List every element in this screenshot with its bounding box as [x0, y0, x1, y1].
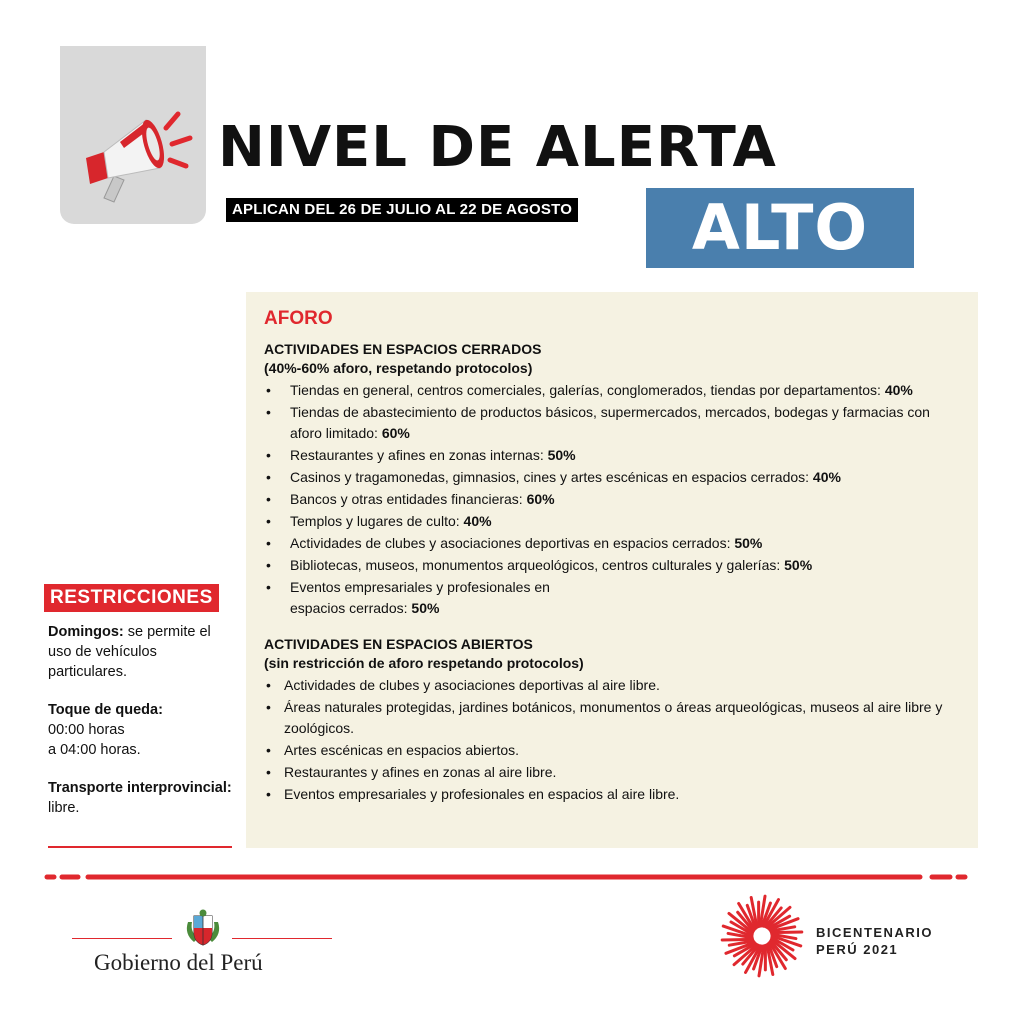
gobierno-logo [72, 906, 334, 976]
megaphone-icon [74, 106, 194, 206]
closed-spaces-section [264, 340, 958, 619]
footer-divider [44, 874, 968, 880]
list-item: • Áreas naturales protegidas, jardines botánicos, monumentos o áreas arqueológicas, museos al aire libre y zoológicos. [264, 697, 958, 739]
restrictions-title: RESTRICCIONES [44, 584, 219, 612]
bicentenario-line2: PERÚ 2021 [816, 942, 899, 957]
list-item: • Eventos empresariales y profesionales en espacios al aire libre. [264, 784, 958, 805]
open-spaces-subheading: (sin restricción de aforo respetando protocolos) [264, 655, 584, 671]
restrictions-underline [48, 846, 232, 848]
list-item: • Tiendas de abastecimiento de productos básicos, supermercados, mercados, bodegas y farmacias con aforo limitado: 60% [264, 402, 958, 444]
list-item: • Templos y lugares de culto: 40% [264, 511, 958, 532]
list-item: • Bibliotecas, museos, monumentos arqueológicos, centros culturales y galerías: 50% [264, 555, 958, 576]
open-spaces-list [264, 675, 958, 805]
open-spaces-section [264, 635, 958, 805]
logo-rule-left [72, 938, 172, 939]
peru-coat-of-arms-icon [184, 908, 222, 948]
closed-spaces-heading: ACTIVIDADES EN ESPACIOS CERRADOS [264, 341, 542, 357]
alert-level-badge: ALTO [646, 188, 914, 268]
bicentenario-logo [720, 894, 960, 978]
page-title: NIVEL DE ALERTA [218, 115, 777, 180]
list-item: • Actividades de clubes y asociaciones deportivas en espacios cerrados: 50% [264, 533, 958, 554]
bicentenario-text [816, 924, 933, 958]
gobierno-text: Gobierno del Perú [94, 950, 263, 975]
closed-spaces-list [264, 380, 958, 619]
sundays-rule: Domingos: se permite el uso de vehículos particulares. [48, 624, 211, 680]
curfew-rule: Toque de queda: 00:00 horas a 04:00 horas. [48, 702, 163, 758]
date-range-label: APLICAN DEL 26 DE JULIO AL 22 DE AGOSTO [226, 198, 578, 222]
list-item: • Bancos y otras entidades financieras: 60% [264, 489, 958, 510]
icon-box [60, 46, 206, 224]
list-item: • Eventos empresariales y profesionales en espacios cerrados: 50% [264, 577, 590, 619]
list-item: • Actividades de clubes y asociaciones deportivas al aire libre. [264, 675, 958, 696]
bicentenario-sunburst-icon [720, 894, 804, 978]
transport-rule: Transporte interprovincial: libre. [48, 780, 232, 816]
restrictions-box [44, 584, 234, 818]
closed-spaces-subheading: (40%-60% aforo, respetando protocolos) [264, 360, 533, 376]
open-spaces-heading: ACTIVIDADES EN ESPACIOS ABIERTOS [264, 636, 533, 652]
aforo-title: AFORO [264, 308, 333, 329]
logo-rule-right [232, 938, 332, 939]
list-item: • Artes escénicas en espacios abiertos. [264, 740, 958, 761]
list-item: • Casinos y tragamonedas, gimnasios, cines y artes escénicas en espacios cerrados: 40% [264, 467, 958, 488]
aforo-panel [246, 292, 978, 848]
list-item: • Restaurantes y afines en zonas al aire libre. [264, 762, 958, 783]
list-item: • Tiendas en general, centros comerciales, galerías, conglomerados, tiendas por departamentos: 40% [264, 380, 958, 401]
bicentenario-line1: BICENTENARIO [816, 925, 933, 940]
list-item: • Restaurantes y afines en zonas internas: 50% [264, 445, 958, 466]
